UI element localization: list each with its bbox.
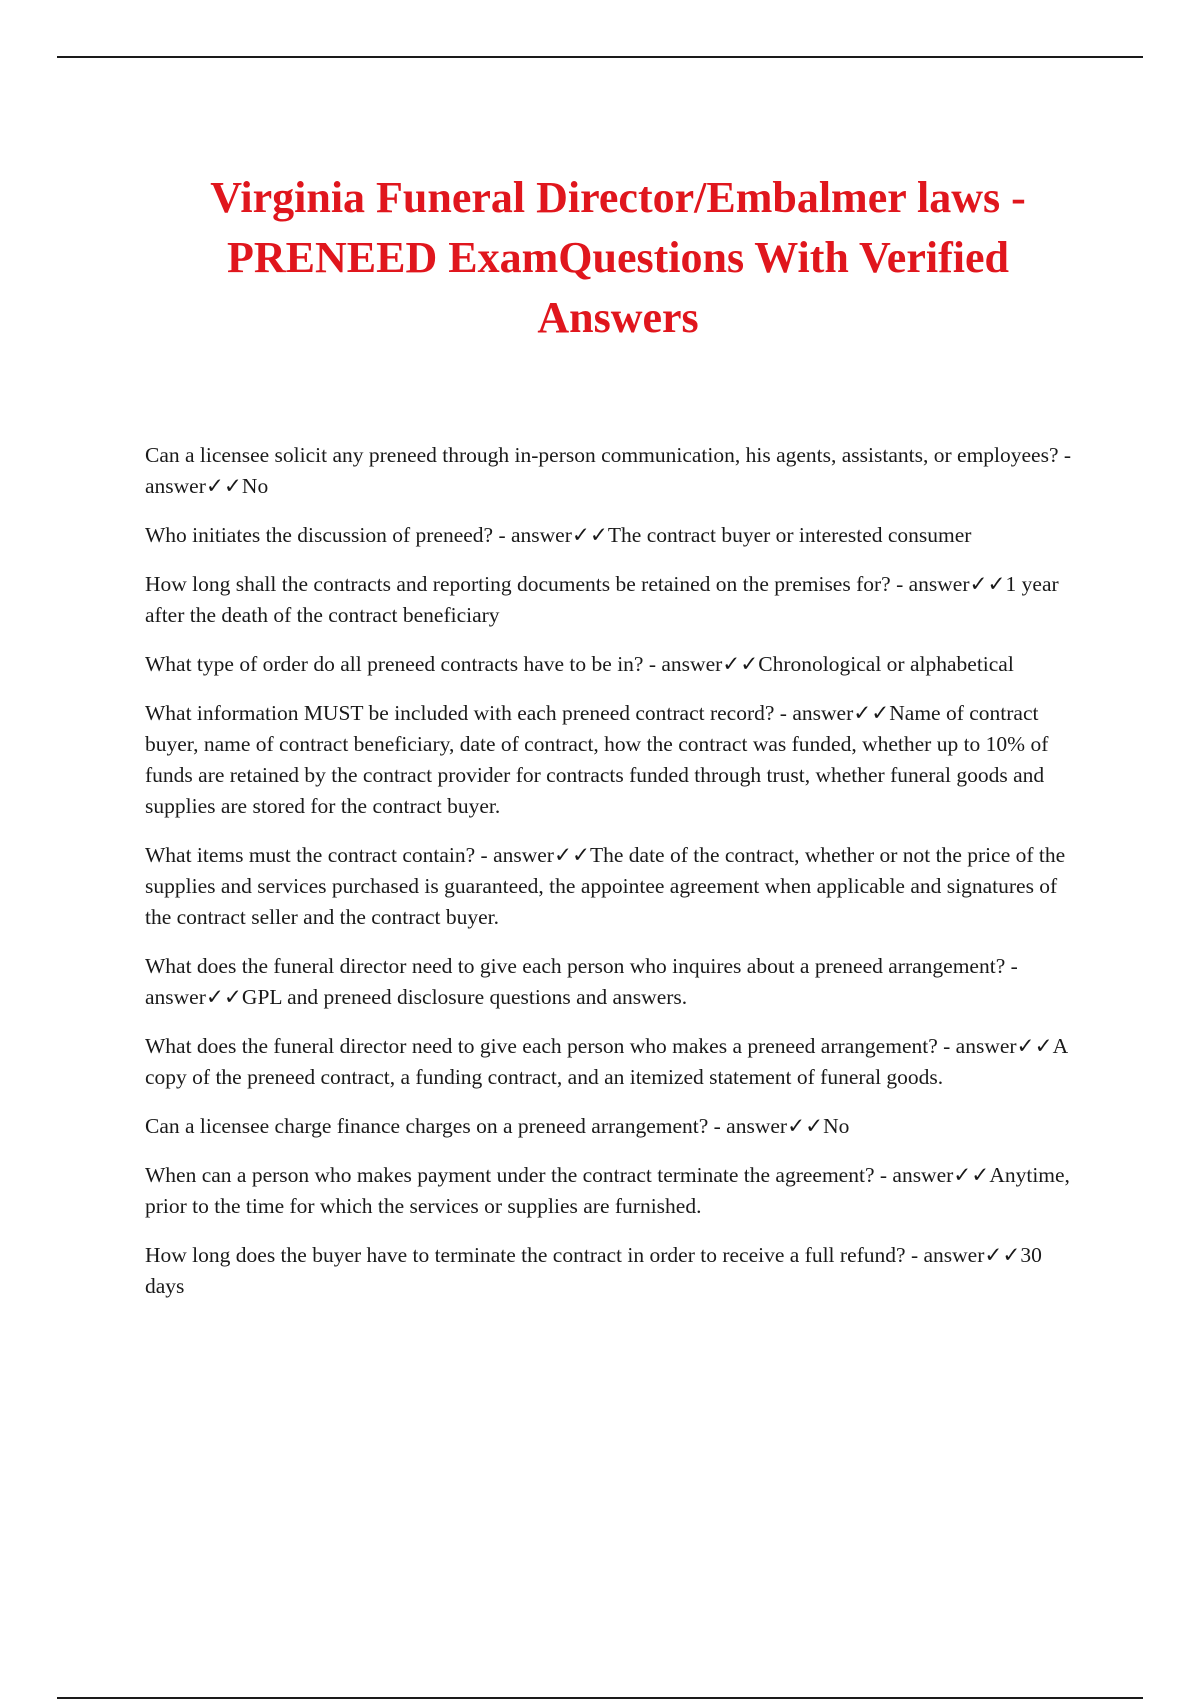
qa-list [145,440,1080,1320]
qa-item: What information MUST be included with each preneed contract record? - answer✓✓Name of contract buyer, name of contract beneficiary, date of contract, how the contract was funded, whether up to 10% of funds are retained by the contract provider for contracts funded through trust, whether funeral goods and supplies are stored for the contract buyer. [145,701,1049,818]
qa-item: What does the funeral director need to give each person who inquires about a preneed arrangement? - answer✓✓GPL and preneed disclosure questions and answers. [145,954,1018,1009]
qa-item: When can a person who makes payment under the contract terminate the agreement? - answer✓✓Anytime, prior to the time for which the services or supplies are furnished. [145,1163,1070,1218]
title-line: Virginia Funeral Director/Embalmer laws - [210,173,1026,222]
title-line: PRENEED ExamQuestions With Verified [227,233,1009,282]
qa-item: Can a licensee solicit any preneed through in-person communication, his agents, assistants, or employees? - answer✓✓No [145,443,1072,498]
top-rule [57,56,1143,58]
qa-item: How long shall the contracts and reporting documents be retained on the premises for? - answer✓✓1 year after the death of the contract beneficiary [145,572,1059,627]
qa-item: How long does the buyer have to terminate the contract in order to receive a full refund? - answer✓✓30 days [145,1243,1042,1298]
document-title [120,168,1116,348]
qa-item: What items must the contract contain? - answer✓✓The date of the contract, whether or not the price of the supplies and services purchased is guaranteed, the appointee agreement when applicable and signatures of the contract seller and the contract buyer. [145,843,1066,929]
qa-item: What does the funeral director need to give each person who makes a preneed arrangement? - answer✓✓A copy of the preneed contract, a funding contract, and an itemized statement of funeral goods. [145,1034,1067,1089]
bottom-rule [57,1697,1143,1699]
title-line: Answers [537,293,699,342]
qa-item: What type of order do all preneed contracts have to be in? - answer✓✓Chronological or alphabetical [145,652,1014,676]
qa-item: Can a licensee charge finance charges on a preneed arrangement? - answer✓✓No [145,1114,850,1138]
qa-item: Who initiates the discussion of preneed? - answer✓✓The contract buyer or interested consumer [145,523,972,547]
